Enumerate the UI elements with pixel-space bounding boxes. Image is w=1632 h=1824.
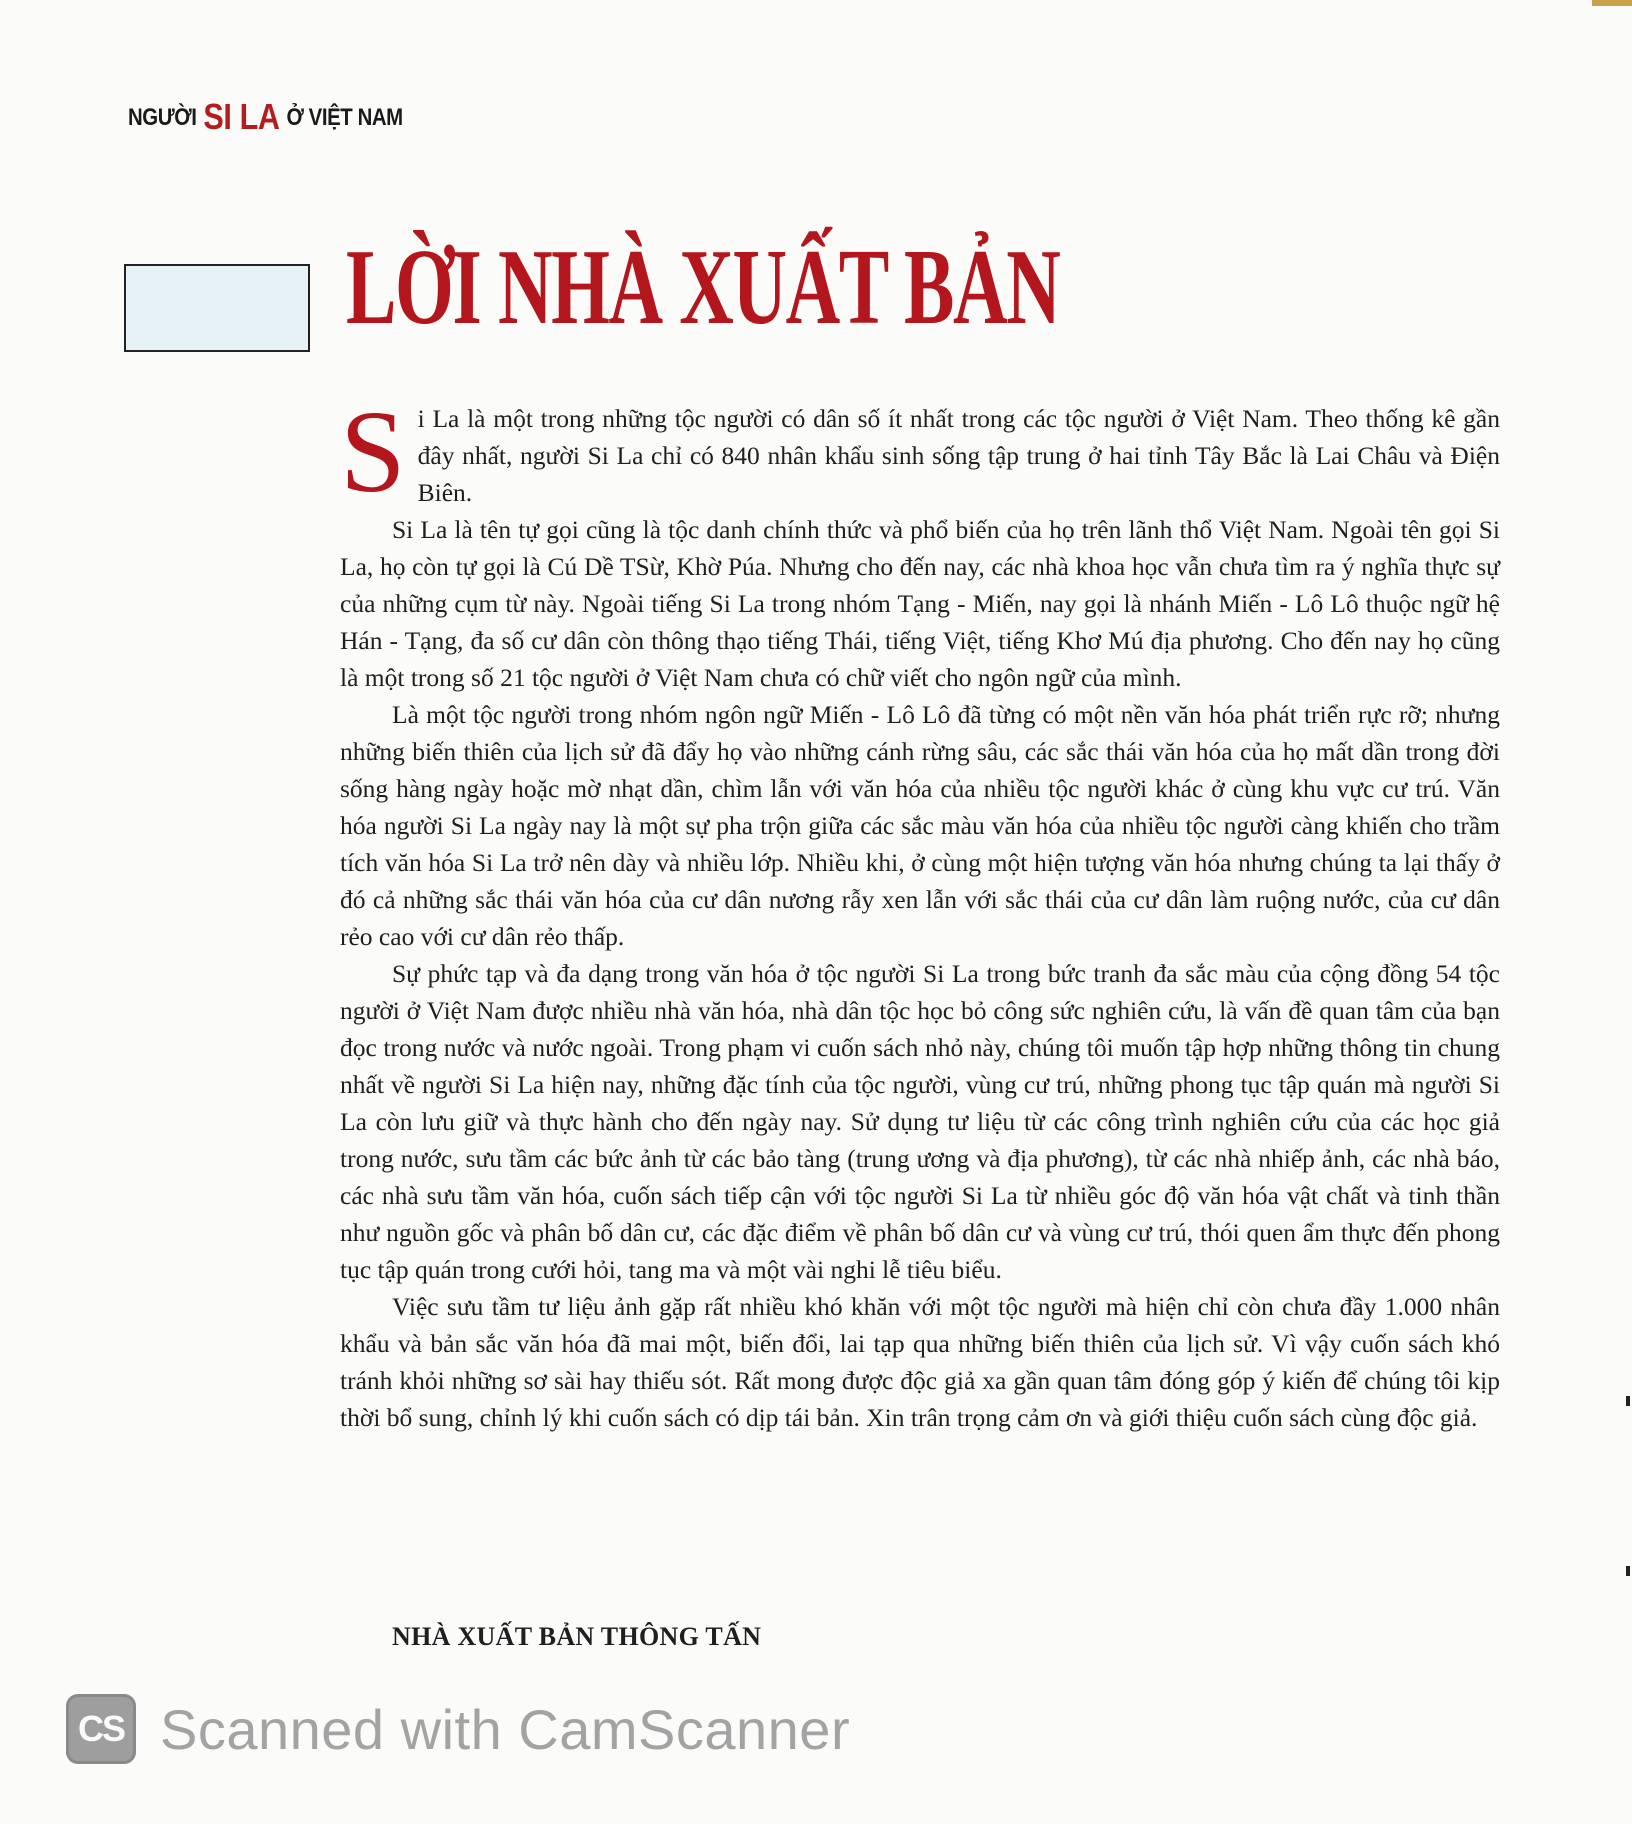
running-header-prefix: NGƯỜI — [128, 104, 197, 131]
paragraph-1 — [340, 386, 1500, 517]
camscanner-logo-icon: CS — [66, 1694, 136, 1764]
page-edge-mark — [1626, 1396, 1630, 1406]
watermark-text: Scanned with CamScanner — [160, 1697, 851, 1761]
paragraph-3: Là một tộc người trong nhóm ngôn ngữ Miến - Lô Lô đã từng có một nền văn hóa phát triển rực rỡ; nhưng những biến thiên của lịch sử đã đẩy họ vào những cánh rừng sâu, các sắc thái văn hóa của họ mất dần trong đời sống hàng ngày hoặc mờ nhạt dần, chìm lẫn với văn hóa của nhiều tộc người khác ở cùng khu vực cư trú. Văn hóa người Si La ngày nay là một sự pha trộn giữa các sắc màu văn hóa của nhiều tộc người càng khiến cho trầm tích văn hóa Si La trở nên dày và nhiều lớp. Nhiều khi, ở cùng một hiện tượng văn hóa nhưng chúng ta lại thấy ở đó cả những sắc thái văn hóa của cư dân nương rẫy xen lẫn với sắc thái của cư dân làm ruộng nước, của cư dân rẻo cao với cư dân rẻo thấp. — [340, 700, 1500, 951]
publisher-signature: NHÀ XUẤT BẢN THÔNG TẤN — [392, 1622, 762, 1651]
paragraph-4: Sự phức tạp và đa dạng trong văn hóa ở tộc người Si La trong bức tranh đa sắc màu của cộng đồng 54 tộc người ở Việt Nam được nhiều nhà văn hóa, nhà dân tộc học bỏ công sức nghiên cứu, là vấn đề quan tâm của bạn đọc trong nước và nước ngoài. Trong phạm vi cuốn sách nhỏ này, chúng tôi muốn tập hợp những thông tin chung nhất về người Si La hiện nay, những đặc tính của tộc người, vùng cư trú, những phong tục tập quán mà người Si La còn lưu giữ và thực hành cho đến ngày nay. Sử dụng tư liệu từ các công trình nghiên cứu của các học giả trong nước, sưu tầm các bức ảnh từ các bảo tàng (trung ương và địa phương), từ các nhà nhiếp ảnh, các nhà báo, các nhà sưu tầm văn hóa, cuốn sách tiếp cận với tộc người Si La từ nhiều góc độ văn hóa vật chất và tinh thần như nguồn gốc và phân bố dân cư, các đặc điểm về phân bố dân cư và vùng cư trú, thói quen ẩm thực đến phong tục tập quán trong cưới hỏi, tang ma và một vài nghi lễ tiêu biểu. — [340, 959, 1500, 1284]
page-title: LỜI NHÀ XUẤT BẢN — [346, 228, 1060, 347]
paragraph-5: Việc sưu tầm tư liệu ảnh gặp rất nhiều khó khăn với một tộc người mà hiện chỉ còn chưa đầy 1.000 nhân khẩu và bản sắc văn hóa đã mai một, biến đổi, lai tạp qua những biến thiên của lịch sử. Vì vậy cuốn sách khó tránh khỏi những sơ sài hay thiếu sót. Rất mong được độc giả xa gần quan tâm đóng góp ý kiến để chúng tôi kịp thời bổ sung, chỉnh lý khi cuốn sách có dịp tái bản. Xin trân trọng cảm ơn và giới thiệu cuốn sách cùng độc giả. — [340, 1292, 1500, 1432]
page-edge-mark — [1626, 1566, 1630, 1576]
camscanner-watermark — [66, 1694, 850, 1764]
running-header-brand: SI LA — [203, 96, 280, 137]
drop-cap: S — [340, 386, 406, 517]
page-edge-mark — [1592, 0, 1632, 6]
title-decoration-box — [124, 264, 310, 352]
body-text — [340, 386, 1500, 1436]
running-header — [128, 96, 403, 138]
paragraph-1-text: i La là một trong những tộc người có dân số ít nhất trong các tộc người ở Việt Nam. Theo thống kê gần đây nhất, người Si La chỉ có 840 nhân khẩu sinh sống tập trung ở hai tỉnh Tây Bắc là Lai Châu và Điện Biên. — [417, 404, 1500, 507]
paragraph-2: Si La là tên tự gọi cũng là tộc danh chính thức và phổ biến của họ trên lãnh thổ Việt Nam. Ngoài tên gọi Si La, họ còn tự gọi là Cú Dề TSừ, Khờ Púa. Nhưng cho đến nay, các nhà khoa học vẫn chưa tìm ra ý nghĩa thực sự của những cụm từ này. Ngoài tiếng Si La trong nhóm Tạng - Miến, nay gọi là nhánh Miến - Lô Lô thuộc ngữ hệ Hán - Tạng, đa số cư dân còn thông thạo tiếng Thái, tiếng Việt, tiếng Khơ Mú địa phương. Cho đến nay họ cũng là một trong số 21 tộc người ở Việt Nam chưa có chữ viết cho ngôn ngữ của mình. — [340, 515, 1500, 692]
running-header-suffix: Ở VIỆT NAM — [286, 104, 403, 131]
